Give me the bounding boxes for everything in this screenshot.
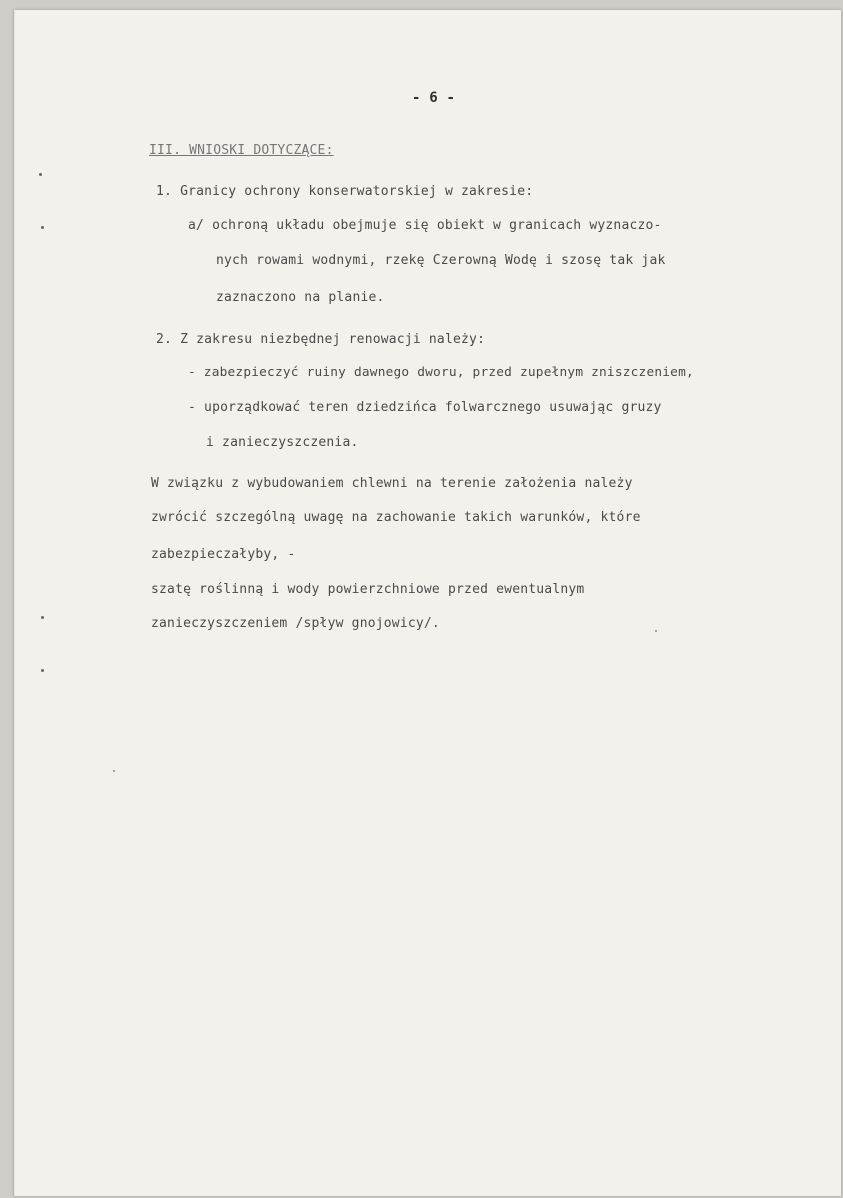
binding-hole-mark	[41, 669, 44, 672]
paragraph-line-1: 1. Granicy ochrony konserwatorskiej w zakresie:	[156, 184, 534, 199]
paragraph-line-4: zaznaczono na planie.	[216, 290, 385, 305]
binding-hole-mark	[41, 226, 44, 229]
paragraph-line-5: 2. Z zakresu niezbędnej renowacji należy:	[156, 332, 486, 347]
paragraph-line-3: nych rowami wodnymi, rzekę Czerowną Wodę i szosę tak jak	[216, 253, 666, 268]
paragraph-line-12: szatę roślinną i wody powierzchniowe przed ewentualnym	[151, 582, 585, 597]
document-page	[14, 10, 841, 1196]
section-heading: III. WNIOSKI DOTYCZĄCE:	[149, 143, 334, 158]
binding-hole-mark	[41, 616, 44, 619]
paragraph-line-6: - zabezpieczyć ruiny dawnego dworu, przed zupełnym zniszczeniem,	[188, 365, 694, 380]
paper-speck	[655, 630, 657, 632]
paragraph-line-2: a/ ochroną układu obejmuje się obiekt w granicach wyznaczo-	[188, 218, 662, 233]
page-number: - 6 -	[412, 90, 456, 106]
paragraph-line-11: zabezpieczałyby, -	[151, 547, 296, 562]
paragraph-line-8: i zanieczyszczenia.	[206, 435, 359, 450]
paper-speck	[113, 770, 115, 772]
paragraph-line-7: - uporządkować teren dziedzińca folwarcznego usuwając gruzy	[188, 400, 662, 415]
paragraph-line-10: zwrócić szczególną uwagę na zachowanie takich warunków, które	[151, 510, 641, 525]
binding-hole-mark	[39, 173, 42, 176]
paragraph-line-13: zanieczyszczeniem /spływ gnojowicy/.	[151, 616, 440, 631]
paragraph-line-9: W związku z wybudowaniem chlewni na terenie założenia należy	[151, 476, 633, 491]
